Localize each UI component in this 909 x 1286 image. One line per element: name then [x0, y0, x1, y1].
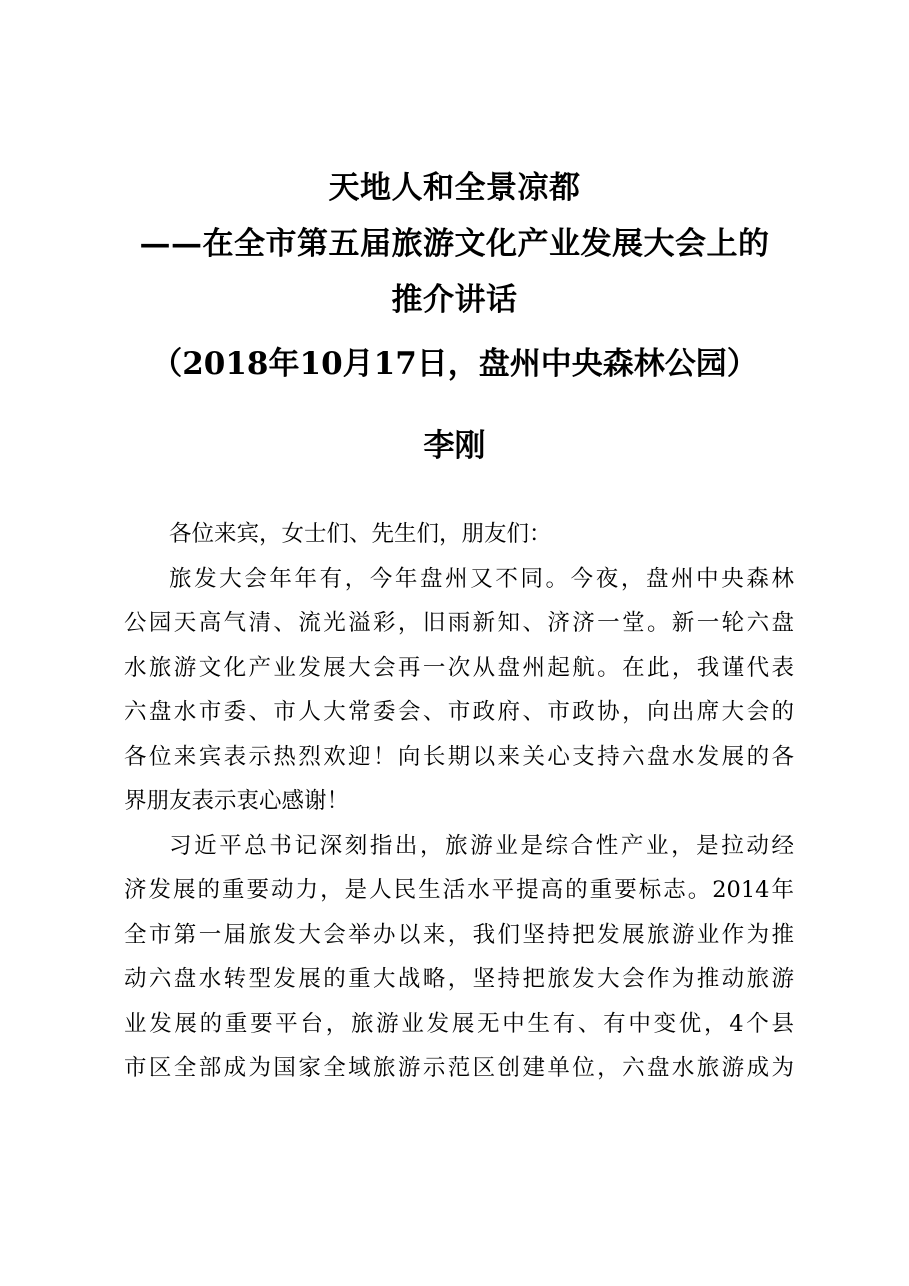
paragraph-line: 水旅游文化产业发展大会再一次从盘州起航。在此，我谨代表: [124, 654, 794, 681]
paragraph-line: 六盘水市委、市人大常委会、市政府、市政协，向出席大会的: [124, 699, 794, 725]
title-subtitle-line-2: 推介讲话: [391, 282, 518, 318]
title-subtitle-line-1: ——在全市第五届旅游文化产业发展大会上的: [139, 226, 770, 262]
body-paragraph-1: [124, 557, 794, 824]
speech-title: [0, 160, 909, 328]
paragraph-line: 公园天高气清、流光溢彩，旧雨新知、济济一堂。新一轮六盘: [124, 610, 794, 636]
paragraph-line: 全市第一届旅发大会举办以来，我们坚持把发展旅游业作为推: [124, 921, 794, 948]
paragraph-line: 旅发大会年年有，今年盘州又不同。今夜，盘州中央森林: [169, 565, 794, 592]
body-paragraph-2: [124, 824, 794, 1091]
paragraph-line: 动六盘水转型发展的重大战略，坚持把旅发大会作为推动旅游: [124, 966, 794, 992]
speech-author: 李刚: [423, 428, 486, 464]
speech-dateline: （2018年10月17日，盘州中央森林公园）: [151, 346, 758, 382]
paragraph-line: 业发展的重要平台，旅游业发展无中生有、有中变优，4个县: [124, 1010, 794, 1037]
salutation-paragraph: [124, 512, 794, 557]
paragraph-line: 界朋友表示衷心感谢！: [124, 788, 350, 814]
title-main: 天地人和全景凉都: [328, 170, 581, 206]
salutation: 各位来宾，女士们、先生们，朋友们：: [169, 521, 552, 547]
paragraph-line: 济发展的重要动力，是人民生活水平提高的重要标志。2014年: [124, 877, 794, 903]
speech-body: [124, 512, 794, 1091]
paragraph-line: 各位来宾表示热烈欢迎！向长期以来关心支持六盘水发展的各: [124, 743, 794, 770]
paragraph-line: 习近平总书记深刻指出，旅游业是综合性产业，是拉动经: [169, 832, 794, 859]
paragraph-line: 市区全部成为国家全域旅游示范区创建单位，六盘水旅游成为: [124, 1055, 794, 1081]
